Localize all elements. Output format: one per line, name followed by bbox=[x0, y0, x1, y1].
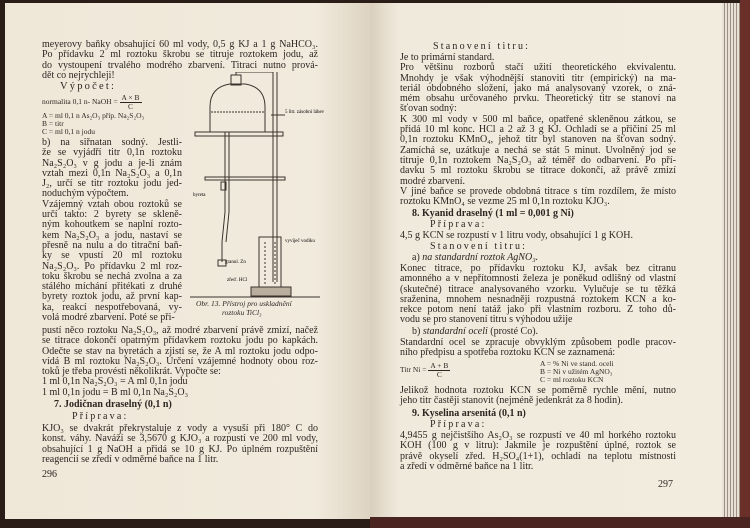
section9-subheading: Příprava: bbox=[430, 419, 487, 430]
storage-bottle bbox=[210, 84, 265, 132]
text-line: stálého míchání přitékati z druhé bbox=[42, 281, 182, 293]
text-line: pustí něco roztoku Na₂S₂O₃, až modré zbarvení právě zmizí, načež bbox=[42, 325, 318, 336]
text-line: Pro většinu rozborů stačí užití theoretického ekvivalentu. bbox=[400, 62, 676, 74]
text-line: J₂, určí se titr roztoku jodu jed- bbox=[42, 178, 182, 190]
item-a bbox=[412, 253, 538, 263]
text-line: 1 ml 0,1n jodu = B ml 0,1n Na₂S₂O₃ bbox=[42, 386, 189, 398]
ni-legend-c: C = ml roztoku KCN bbox=[540, 375, 604, 384]
section7-heading: 7. Jodičnan draselný (0,1 n) bbox=[54, 399, 172, 410]
text-line: vztah mezi 0,1n Na₂S₂O₃ a 0,1n bbox=[42, 167, 182, 179]
text-line: Odečte se stav na byretách a zjistí se, že A ml roztoku jodu odpo- bbox=[42, 345, 318, 357]
text-line: Zamíchá se, uzátkuje a nechá se stát 5 minut. Uvolněný jod se bbox=[400, 144, 676, 156]
ni-legend-b: B = Ni v užitém AgNO₃ bbox=[540, 367, 613, 376]
text-line: (skutečné) titrace analysovaného vzorku. Vylučuje se tu těžká bbox=[400, 283, 676, 295]
shelf-top bbox=[195, 132, 283, 136]
section7-paragraph bbox=[42, 424, 318, 465]
kcn-note-paragraph bbox=[400, 386, 676, 407]
text-line: KJO₃ se dvakrát překrystaluje z vody a vysuší při 180° C do bbox=[42, 423, 318, 434]
book-cover bbox=[740, 0, 750, 528]
text-line: mém obsahu určovaného prvku. Theoretický titr se stanoví na bbox=[400, 93, 676, 105]
item-a-paragraph bbox=[400, 264, 676, 326]
legend-a: A = ml 0,1 n As₂O₃ příp. Na₂S₂O₃ bbox=[42, 111, 145, 120]
text-line: Na₂S₂O₃ v g jodu a je-li znám bbox=[42, 157, 182, 169]
figure-label-zinc: granul. Zn bbox=[225, 260, 246, 265]
figure-caption-2: roztoku TiCl₃ bbox=[222, 308, 262, 317]
text-line: že se vyjádří titr 0,1n roztoku bbox=[42, 147, 182, 159]
formula-ni bbox=[400, 362, 450, 379]
item-a-prefix: a) bbox=[412, 252, 420, 263]
text-line: konst. váhy. Naváží se 3,5670 g KJO₃ a rozpustí ve 200 ml vody, bbox=[42, 433, 318, 445]
text-line: Konec titrace, po přídavku roztoku KJ, avšak bez citranu bbox=[400, 263, 676, 274]
text-line: V jiné baňce se provede obdobná titrace s tím rozdílem, že místo bbox=[400, 185, 676, 197]
text-line: přidá 10 ml konc. HCl a 2 až 3 g KJ. Ochladí se a přičiní 25 ml bbox=[400, 124, 676, 136]
text-line: amonného a v nepřítomnosti železa je poněkud odlišný od vlastní bbox=[400, 273, 676, 285]
calc-heading: Výpočet: bbox=[60, 81, 117, 92]
figure-label-bottle: 5 litr. zásobní láhev bbox=[285, 110, 325, 115]
section8-text: 4,5 g KCN se rozpustí v 1 litru vody, obsahující 1 g KOH. bbox=[400, 230, 633, 241]
base bbox=[251, 287, 291, 296]
text-line: Je to primární standard. bbox=[400, 52, 495, 63]
text-line: určí takto: 2 byrety se skleně- bbox=[42, 209, 182, 221]
text-line: se titrace dokončí opatrným přídavkem roztoku jodu po kapkách. bbox=[42, 335, 318, 347]
text-line: jeho titr častěji stanovit (nejméně jedenkrát za 8 hodin). bbox=[400, 395, 623, 407]
text-line: ního předpisu a spotřeba roztoku KCN se zaznamená: bbox=[400, 347, 616, 359]
section8-heading: 8. Kyanid draselný (1 ml = 0,001 g Ni) bbox=[412, 208, 574, 219]
heading-titer-2: Stanovení titru: bbox=[430, 241, 528, 252]
text-line: ky se vpustí 20 ml roztoku bbox=[42, 250, 182, 262]
text-line: toku škrobu se nechá zvolna a za bbox=[42, 270, 182, 282]
text-line: 0,1n roztoku KMnO₄, jehož titr byl stanoven na šťovan sodný. bbox=[400, 134, 676, 146]
section9-heading: 9. Kyselina arsenitá (0,1 n) bbox=[412, 408, 526, 419]
titer-paragraphs bbox=[400, 53, 676, 207]
formula bbox=[42, 94, 142, 111]
section9-paragraph bbox=[400, 431, 676, 472]
text-line: Standardní ocel se zpracuje obvyklým způsobem podle pracov- bbox=[400, 337, 676, 348]
text-line: davku 5 ml roztoku škrobu se titrace dokončí, až právě zmizí bbox=[400, 165, 676, 177]
item-b-text: standardní oceli bbox=[422, 326, 488, 337]
ni-legend-a: A = % Ni ve stand. oceli bbox=[540, 359, 614, 368]
hydrogen-generator bbox=[259, 237, 281, 287]
heading-titer-1: Stanovení titru: bbox=[433, 41, 531, 52]
text-line: obsahující 1 g NaOH a přidá se 10 g KJ. Po úplném rozpuštění bbox=[42, 443, 318, 455]
text-line: b) na siřnatan sodný. Jestli- bbox=[42, 137, 182, 148]
text-line: meyerovy baňky obsahující 60 ml vody, 0,5 g KJ a 1 g NaHCO₃. bbox=[42, 39, 318, 50]
text-line: ným kohoutkem se naplní rozto- bbox=[42, 219, 182, 231]
fraction bbox=[120, 94, 142, 111]
figure-label-burette: byreta bbox=[193, 193, 206, 198]
figure-label-hcl: zřeď. HCl bbox=[227, 278, 248, 283]
item-a-text: na standardní roztok AgNO₃. bbox=[422, 252, 539, 263]
text-line: 4,9455 g nejčistšího As₂O₃ se rozpustí ve 40 ml horkého roztoku bbox=[400, 430, 676, 441]
text-line: sraženina, mnohem nesnadněji rozpustná roztokem KCN a ko- bbox=[400, 293, 676, 305]
text-line: ka, reakcí nespotřebovaná, vy- bbox=[42, 301, 182, 313]
text-line: roztoku KMnO₄ se vezme 25 ml 0,1n roztoku KJO₃. bbox=[400, 196, 610, 208]
text-line: Po přídavku 2 ml roztoku škrobu se titruje roztokem jodu, až bbox=[42, 49, 318, 61]
text-line: a zředí v odměrné baňce na 1 litr. bbox=[400, 460, 534, 472]
item-b-prefix: b) bbox=[412, 326, 421, 337]
text-line: 1 ml 0,1n Na₂S₂O₃ = A ml 0,1n jodu bbox=[42, 376, 188, 388]
narrow-paragraph bbox=[42, 138, 182, 323]
text-line: vídá B ml roztoku Na₂S₂O₃. Určení vzájemné hodnoty obou roz- bbox=[42, 355, 318, 367]
page-edges bbox=[722, 3, 740, 519]
legend-b: B = titr bbox=[42, 119, 64, 128]
text-line: teriál obdobného složení, jako má analysovaný vzorek, o zná- bbox=[400, 82, 676, 94]
text-line: Mnohdy je však výhodnější stanoviti titr (empirický) na ma- bbox=[400, 72, 676, 84]
section8-subheading: Příprava: bbox=[430, 219, 487, 230]
page-number-right: 297 bbox=[658, 479, 673, 490]
figure-caption-1: Obr. 13. Přístroj pro uskladnění bbox=[196, 299, 292, 308]
text-line: Vzájemný vztah obou roztoků se bbox=[42, 198, 182, 210]
formula-ni-left: Titr Ni = bbox=[400, 365, 427, 375]
text-line: noduchým výpočtem. bbox=[42, 188, 129, 200]
item-b bbox=[412, 327, 538, 337]
text-line: modré zbarvení. bbox=[400, 175, 465, 187]
text-line: dět co nejrychleji! bbox=[42, 69, 115, 81]
text-line: kem Na₂S₂O₃ a jodu, nastaví se bbox=[42, 229, 182, 241]
book-cover-bottom bbox=[370, 517, 750, 528]
text-line: byrety roztok jodu, až první kap- bbox=[42, 291, 182, 303]
denominator: C bbox=[436, 370, 442, 379]
continued-paragraph bbox=[42, 326, 318, 398]
legend-c: C = ml 0,1 n jodu bbox=[42, 127, 95, 136]
text-line: přesně na nulu a do titrační baň- bbox=[42, 239, 182, 251]
apparatus-figure bbox=[185, 72, 325, 312]
text-line: K 300 ml vody v 500 ml baňce, opatřené skleněnou zátkou, se bbox=[400, 113, 676, 125]
burette bbox=[222, 132, 229, 262]
section7-subheading: Příprava: bbox=[72, 411, 129, 422]
page-number-left: 296 bbox=[42, 469, 57, 480]
denominator: C bbox=[128, 102, 134, 111]
text-line: titruje 0,1n roztokem Na₂S₂O₃ až téměř do odbarvení. Po pří- bbox=[400, 154, 676, 166]
numerator: A + B bbox=[430, 361, 449, 370]
text-line: KOH (100 g v litru): Jakmile je rozpuštění úplné, roztok se bbox=[400, 440, 676, 452]
text-line: volá modré zbarvení. Poté se při- bbox=[42, 312, 175, 324]
text-line: šťovan sodný: bbox=[400, 103, 457, 115]
text-line: Na₂S₂O₃. Po přídavku 2 ml roz- bbox=[42, 260, 182, 272]
text-line: do vystoupení trvalého modrého zbarvení. Titraci nutno prová- bbox=[42, 59, 318, 71]
text-line: Jelikož hodnota roztoku KCN se poměrně rychle mění, nutno bbox=[400, 385, 676, 396]
fraction bbox=[428, 362, 450, 379]
text-line: toků je třeba provésti několikrát. Vypočte se: bbox=[42, 366, 221, 378]
item-b-suffix: (prosté Co). bbox=[490, 326, 539, 337]
figure-label-generator: vyvíječ vodíku bbox=[285, 239, 315, 244]
text-line: vodu se pro stanovení titru s výhodou užije bbox=[400, 314, 573, 326]
text-line: reagencií se zředí v odměrné baňce na 1 litr. bbox=[42, 453, 219, 465]
steel-paragraph bbox=[400, 338, 676, 359]
formula-left: normalita 0,1 n- NaOH = bbox=[42, 97, 118, 107]
text-line: rekce potom není tatáž jako při vlastním rozboru. Z toho dů- bbox=[400, 304, 676, 316]
numerator: A × B bbox=[121, 93, 140, 102]
text-line: právě okyselí zřed. H₂SO₄(1+1), ochladí na teplotu místnosti bbox=[400, 450, 676, 462]
